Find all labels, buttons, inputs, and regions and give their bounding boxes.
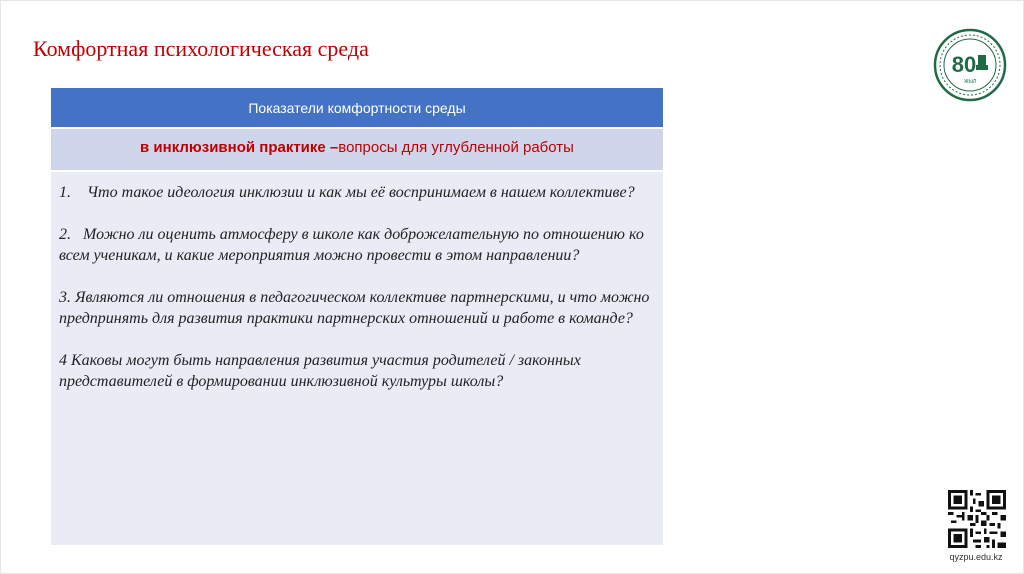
question-4: 4 Каковы могут быть направления развития участия родителей / законных представителей в формировании инклюзивной культуры школы? — [59, 352, 581, 390]
question-1-number: 1. — [59, 184, 71, 201]
question-3: 3. Являются ли отношения в педагогическом коллективе партнерскими, и что можно предпринять для развития практики партнерских отношений и работе в команде? — [59, 289, 650, 327]
question-1 — [59, 182, 651, 203]
table-subheader — [51, 129, 663, 172]
question-2: 2. Можно ли оценить атмосферу в школе как доброжелательную по отношению ко всем ученикам, и какие мероприятия можно провести в этом направлении? — [59, 226, 648, 264]
subheader-bold: в инклюзивной практике – — [140, 139, 339, 156]
table-header — [51, 88, 663, 129]
qr-code-icon — [948, 490, 1006, 548]
indicators-table — [51, 88, 663, 545]
slide-title: Комфортная психологическая среда — [33, 36, 369, 61]
table-header-label: Показатели комфортности среды — [248, 99, 466, 116]
logo-number: 80 — [951, 52, 977, 77]
website-label: qyzpu.edu.kz — [949, 552, 1003, 562]
question-1-text: Что такое идеология инклюзии и как мы её воспринимаем в нашем коллективе? — [87, 184, 635, 201]
logo-caption: ЖЫЛ — [963, 79, 977, 85]
subheader-rest: вопросы для углубленной работы — [338, 139, 574, 156]
questions-cell — [51, 172, 663, 545]
anniversary-80-logo — [933, 28, 1007, 102]
